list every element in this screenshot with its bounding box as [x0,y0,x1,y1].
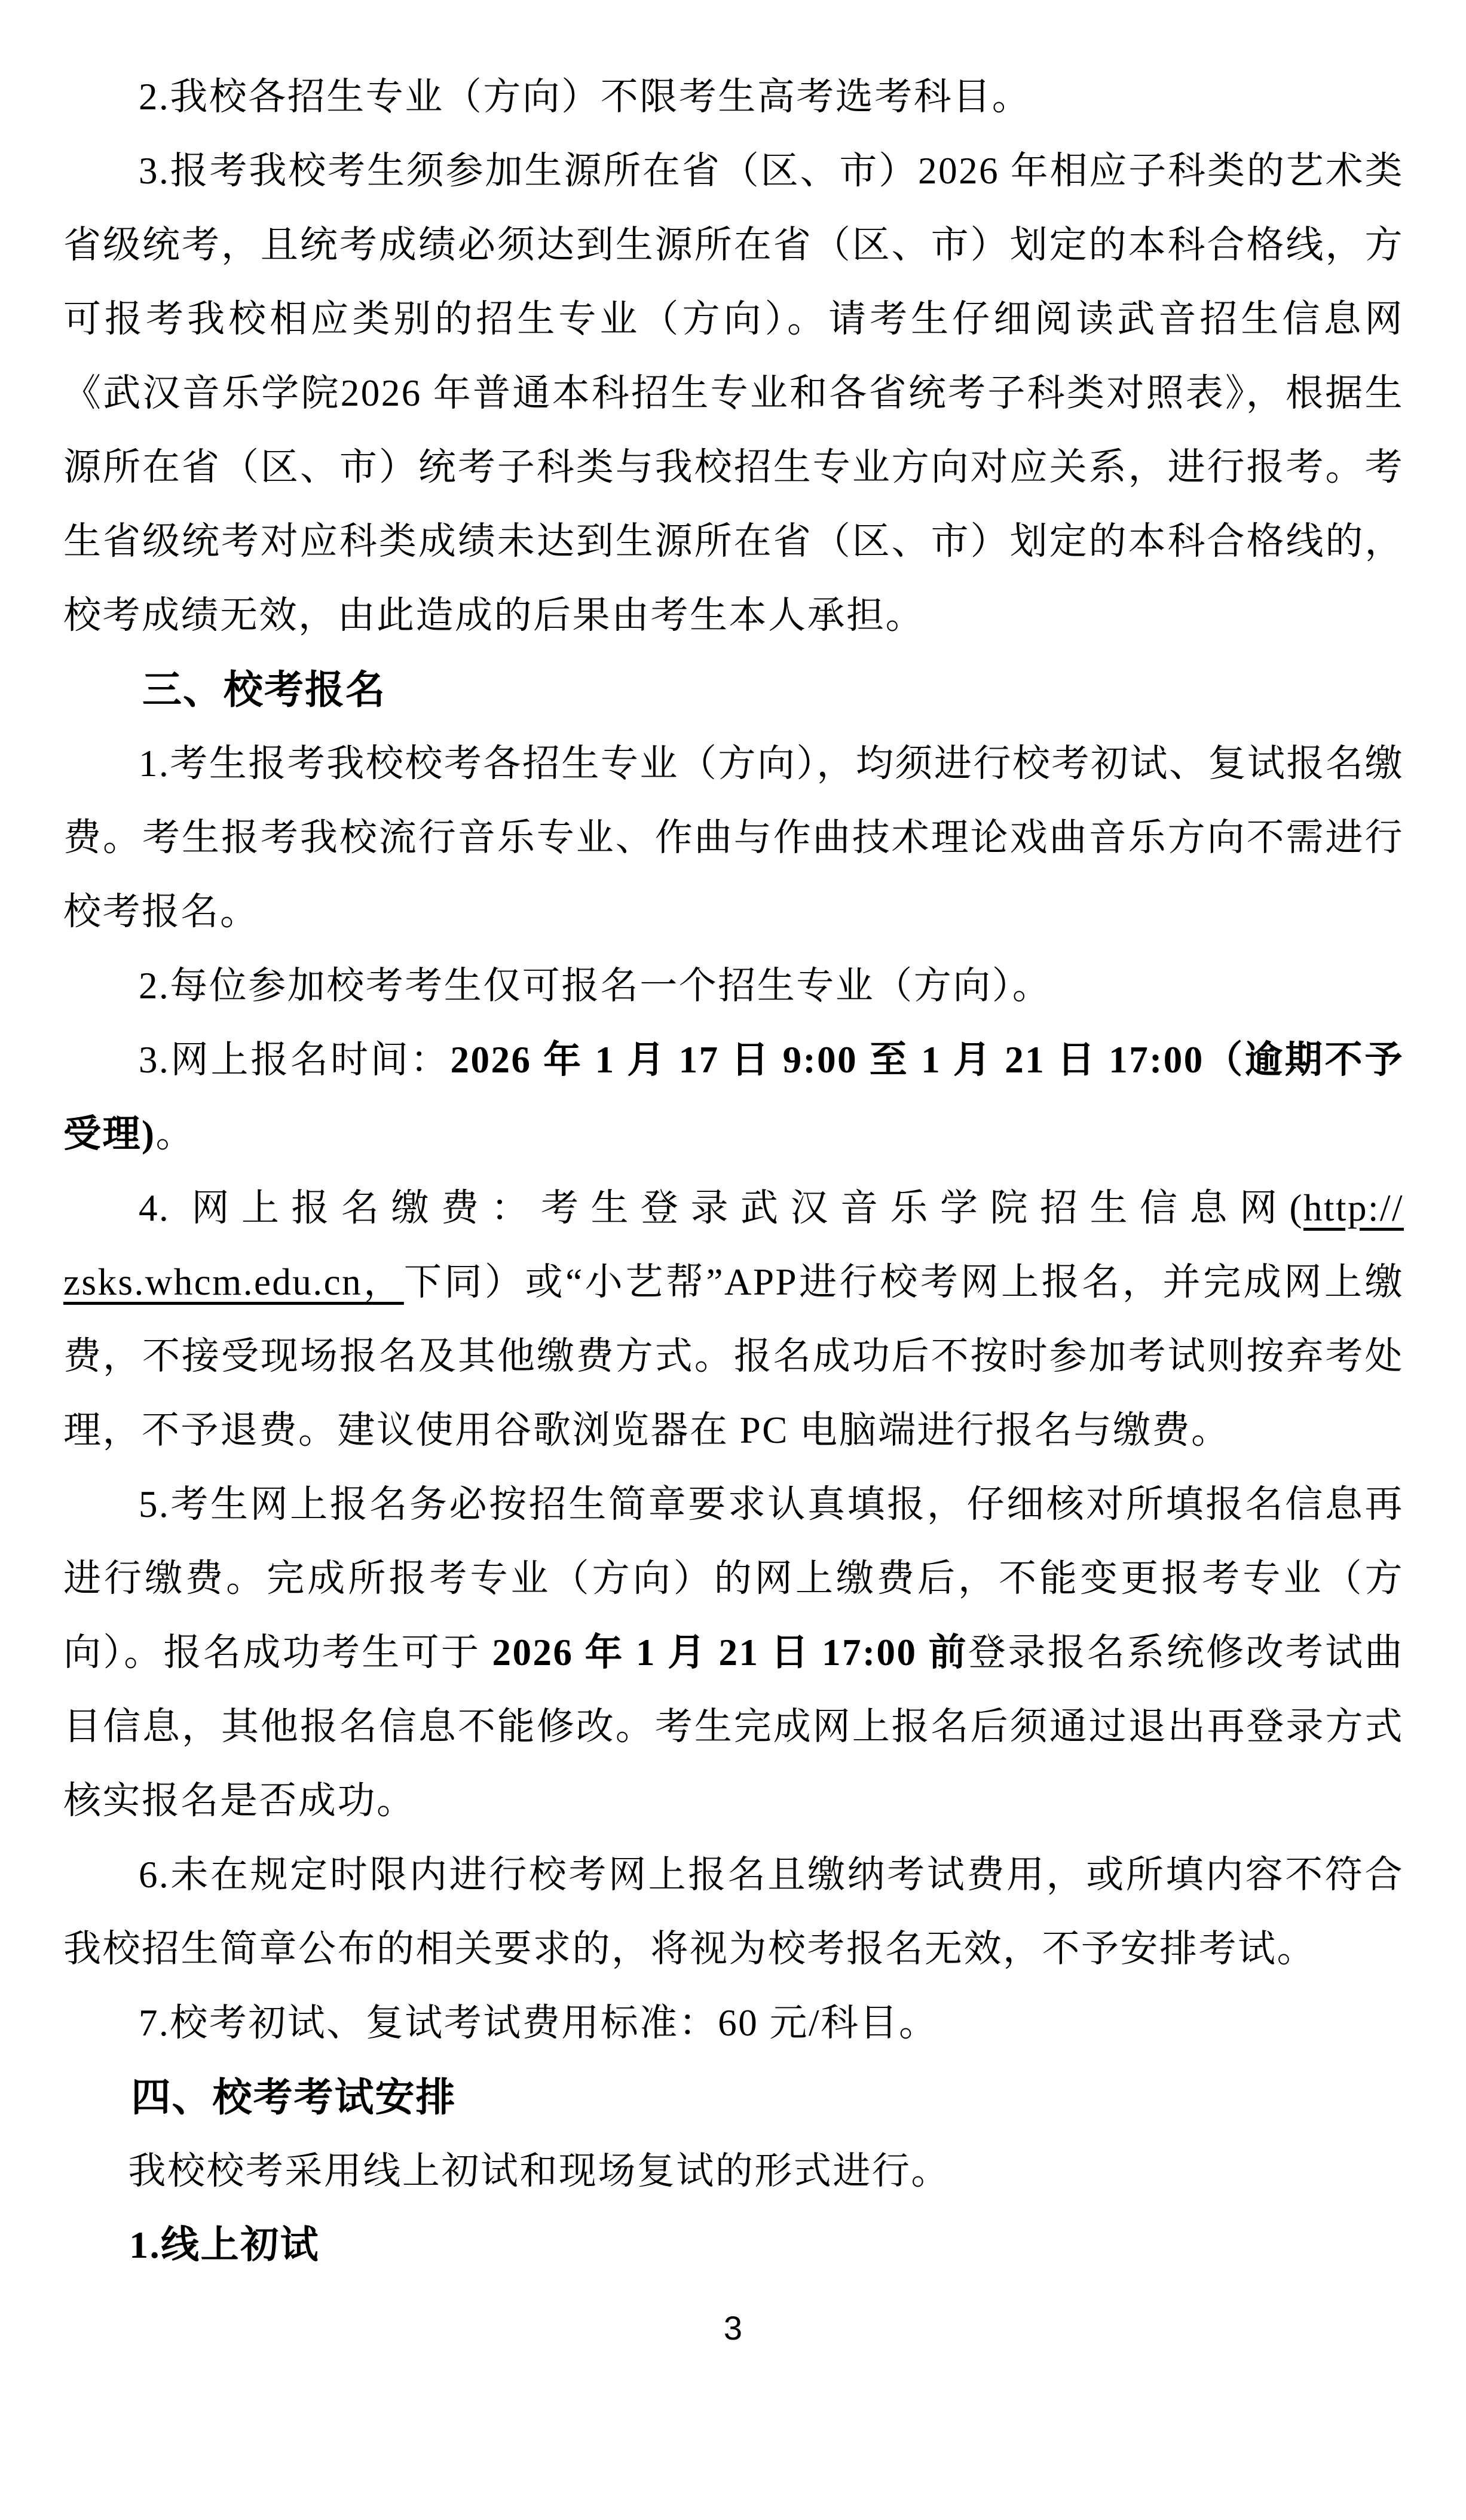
document-body [63,60,1404,2282]
text-run: 6.未在规定时限内进行校考网上报名且缴纳考试费用，或所填内容不符合我校招生简章公布的相关要求的，将视为校考报名无效，不予安排考试。 [63,1854,1404,1970]
text-run: 2.我校各招生专业（方向）不限考生高考选考科目。 [139,76,1032,118]
link-url[interactable]: zsks.whcm.edu.cn， [63,1261,404,1303]
section-heading [63,652,1404,726]
text-run: 2026 年 1 月 17 日 9:00 至 1 月 21 日 17:00（逾期不予受理) [63,1039,1404,1155]
text-run: 登录报名系统修改考试曲目信息，其他报名信息不能修改。考生完成网上报名后须通过退出再登录方式核实报名是否成功。 [63,1632,1404,1822]
doc-paragraph [63,1171,1404,1467]
link-url[interactable]: http:// [1303,1187,1404,1229]
page-number: 3 [723,2309,743,2347]
text-run: 1.线上初试 [129,2224,320,2266]
doc-paragraph [63,1838,1404,1986]
doc-paragraph [63,1986,1404,2060]
text-run: 我校校考采用线上初试和现场复试的形式进行。 [128,2150,950,2192]
text-run: 3.网上报名时间： [139,1039,451,1081]
text-run: 3.报考我校考生须参加生源所在省（区、市）2026 年相应子科类的艺术类省级统考，且统考成绩必须达到生源所在省（区、市）划定的本科合格线，方可报考我校相应类别的招生专业（方向）。请考生仔细阅读武音招生信息网《武汉音乐学院2026 年普通本科招生专业和各省统考子科类对照表》，根据生源所在省（区、市）统考子科类与我校招生专业方向对应关系，进行报考。考生省级统考对应科类成绩未达到生源所在省（区、市）划定的本科合格线的，校考成绩无效，由此造成的后果由考生本人承担。 [63,150,1404,636]
text-run: 下同）或“小艺帮”APP进行校考网上报名，并完成网上缴费，不接受现场报名及其他缴费方式。报名成功后不按时参加考试则按弃考处理，不予退费。建议使用谷歌浏览器在 PC 电脑端进行报名与缴费。 [63,1261,1404,1451]
text-run: 7.校考初试、复试考试费用标准：60 元/科目。 [139,2002,938,2044]
text-run: 4. 网上报名缴费：考生登录武汉音乐学院招生信息网( [139,1187,1303,1229]
doc-paragraph [63,2134,1404,2208]
section-heading [63,2060,1404,2134]
subsection-heading [63,2208,1404,2282]
text-run: 2.每位参加校考考生仅可报名一个招生专业（方向）。 [139,965,1052,1007]
doc-paragraph [63,949,1404,1023]
text-run: 三、校考报名 [142,667,386,712]
doc-paragraph [63,60,1404,134]
doc-paragraph [63,134,1404,652]
doc-paragraph [63,726,1404,949]
text-run: 四、校考考试安排 [131,2075,457,2119]
doc-paragraph [63,1467,1404,1838]
doc-paragraph [63,1023,1404,1171]
text-run: 5.考生网上报名务必按招生简章要求认真填报，仔细核对所填报名信息再进行缴费。完成所报考专业（方向）的网上缴费后，不能变更报考专业（方向）。报名成功考生可于 [63,1483,1404,1673]
text-run: 2026 年 1 月 21 日 17:00 前 [492,1632,969,1673]
text-run: 1.考生报考我校校考各招生专业（方向），均须进行校考初试、复试报名缴费。考生报考我校流行音乐专业、作曲与作曲技术理论戏曲音乐方向不需进行校考报名。 [63,743,1404,933]
text-run: 。 [155,1113,195,1155]
